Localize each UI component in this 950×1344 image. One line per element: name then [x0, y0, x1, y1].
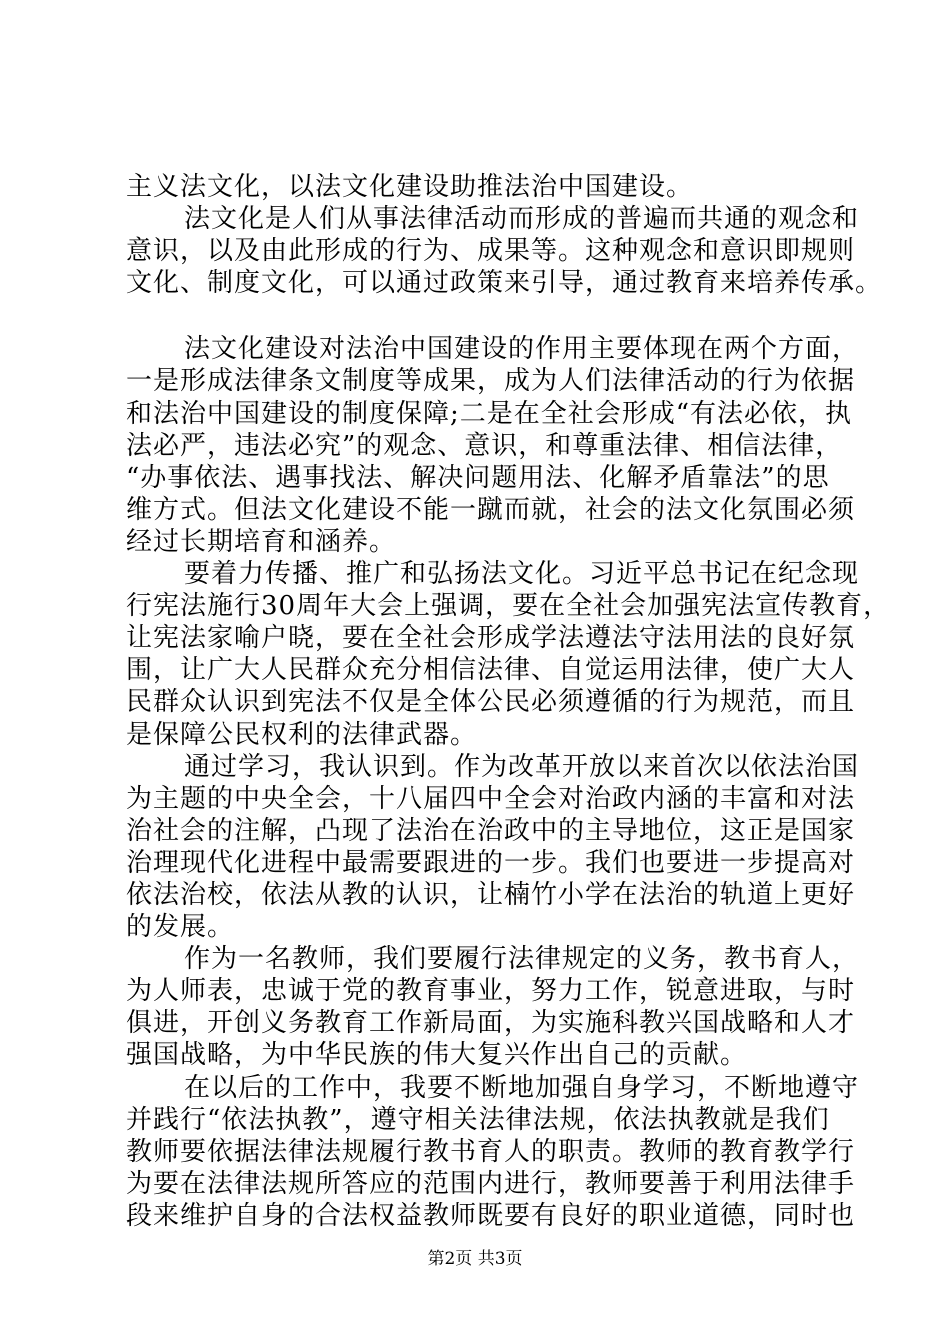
text-line: 围，让广大人民群众充分相信法律、自觉运用法律，使广大人 [126, 655, 856, 686]
text-line: 为要在法律法规所答应的范围内进行，教师要善于利用法律手 [126, 1168, 856, 1199]
text-line: 强国战略，为中华民族的伟大复兴作出自己的贡献。 [126, 1040, 748, 1071]
text-line: 文化、制度文化，可以通过政策来引导，通过教育来培养传承。 [126, 268, 883, 299]
text-line: 为人师表，忠诚于党的教育事业，努力工作，锐意进取，与时 [126, 976, 856, 1007]
text-line: 意识，以及由此形成的行为、成果等。这种观念和意识即规则 [126, 236, 856, 267]
text-line: 在以后的工作中，我要不断地加强自身学习，不断地遵守 [184, 1072, 860, 1103]
page-footer [0, 1249, 950, 1269]
text-line: 行宪法施行30周年大会上强调，要在全社会加强宪法宣传教育， [126, 591, 891, 622]
text-line: 依法治校，依法从教的认识，让楠竹小学在法治的轨道上更好 [126, 879, 856, 910]
text-line: 主义法文化，以法文化建设助推法治中国建设。 [126, 172, 694, 202]
text-line: 作为一名教师，我们要履行法律规定的义务，教书育人， [184, 944, 860, 975]
text-line: 教师要依据法律法规履行教书育人的职责。教师的教育教学行 [126, 1136, 856, 1167]
text-line: 法文化是人们从事法律活动而形成的普遍而共通的观念和 [184, 204, 860, 235]
text-line: 一是形成法律条文制度等成果，成为人们法律活动的行为依据 [126, 366, 856, 397]
paragraph-gap [126, 299, 846, 333]
text-line: 治社会的注解，凸现了法治在治政中的主导地位，这正是国家 [126, 815, 856, 846]
text-line: 法文化建设对法治中国建设的作用主要体现在两个方面， [184, 334, 860, 365]
text-line: 为主题的中央全会，十八届四中全会对治政内涵的丰富和对法 [126, 783, 856, 814]
text-line: 是保障公民权利的法律武器。 [126, 719, 478, 750]
text-line: 经过长期培育和涵养。 [126, 526, 397, 557]
text-line: 的发展。 [126, 912, 235, 943]
text-line: 和法治中国建设的制度保障;二是在全社会形成“有法必依，执 [126, 398, 853, 429]
text-line: 段来维护自身的合法权益教师既要有良好的职业道德，同时也 [126, 1200, 856, 1231]
page-number: 第2页 共3页 [427, 1249, 523, 1269]
text-line: 维方式。但法文化建设不能一蹴而就，社会的法文化氛围必须 [126, 494, 856, 525]
text-line: 要着力传播、推广和弘扬法文化。习近平总书记在纪念现 [184, 559, 860, 590]
text-line: 民群众认识到宪法不仅是全体公民必须遵循的行为规范，而且 [126, 687, 856, 718]
text-line: 法必严，违法必究”的观念、意识，和尊重法律、相信法律， [126, 430, 843, 461]
document-body [126, 171, 891, 1232]
text-line: 让宪法家喻户晓，要在全社会形成学法遵法守法用法的良好氛 [126, 623, 856, 654]
text-line: 俱进，开创义务教育工作新局面，为实施科教兴国战略和人才 [126, 1008, 856, 1039]
text-line: 治理现代化进程中最需要跟进的一步。我们也要进一步提高对 [126, 847, 856, 878]
text-line: 通过学习，我认识到。作为改革开放以来首次以依法治国 [184, 751, 860, 782]
text-line: 并践行“依法执教”，遵守相关法律法规，依法执教就是我们 [126, 1104, 830, 1135]
text-line: “办事依法、遇事找法、解决问题用法、化解矛盾靠法”的思 [126, 462, 830, 493]
